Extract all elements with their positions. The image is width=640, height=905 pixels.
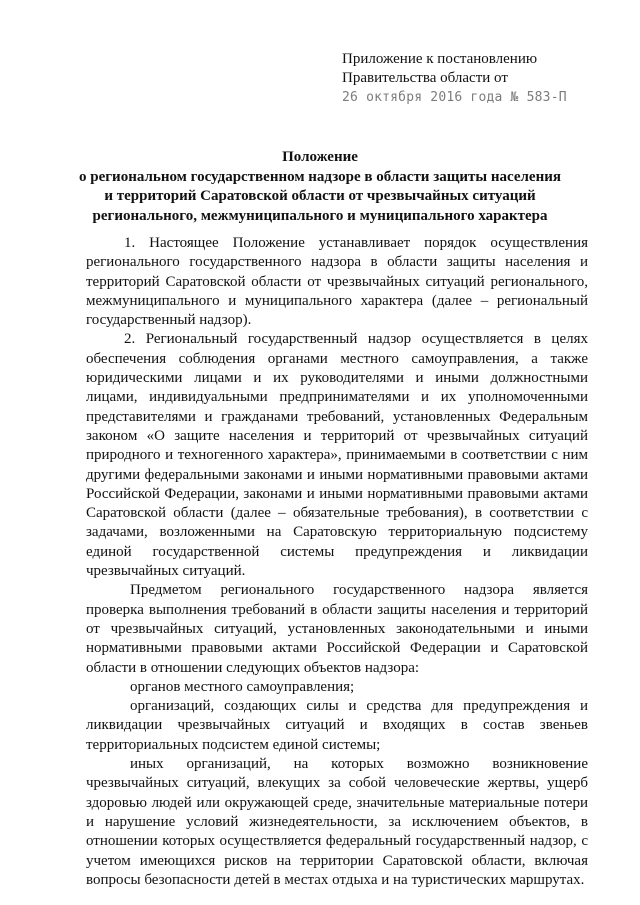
paragraph-1: 1. Настоящее Положение устанавливает порядок осуществления регионального государственного надзора в области защиты населения и территорий Саратовской области от чрезвычайных ситуаций регионального, межмуниципального и муниципального характера (далее – региональный государственный надзор). [86,235,588,329]
paragraph-subject: Предметом регионального государственного надзора является проверка выполнения требований в области защиты населения и территорий от чрезвычайных ситуаций, установленных законодательными и иными нормативными правовыми актами Российской Федерации и Саратовской области в отношении следующих объектов надзора: [86,582,588,676]
title-line-1: Положение [282,149,358,165]
date-number-stamp: 26 октября 2016 года № 583-П [342,90,567,105]
title-line-2: о региональном государственном надзоре в области защиты населения [79,168,561,185]
document-body [86,234,588,890]
list-item-organizations-forces: организаций, создающих силы и средства для предупреждения и ликвидации чрезвычайных ситуаций и входящих в состав звеньев территориальных подсистем единой системы; [86,698,588,753]
title-line-3: и территорий Саратовской области от чрезвычайных ситуаций [104,188,536,204]
list-item-local-government: органов местного самоуправления; [130,678,355,695]
list-item-other-organizations: иных организаций, на которых возможно возникновение чрезвычайных ситуаций, влекущих за собой человеческие жертвы, ущерб здоровью людей или окружающей среде, значительные материальные потери и нарушение условий жизнедеятельности, за исключением объектов, в отношении которых осуществляется федеральный государственный надзор, с учетом имеющихся рисков на территории Саратовской области, включая вопросы безопасности детей в местах отдыха и на туристических маршрутах. [86,756,588,888]
document-title [76,148,564,226]
title-line-4: регионального, межмуниципального и муниципального характера [92,207,548,224]
header-line-2: Правительства области от [342,70,508,86]
paragraph-2: 2. Региональный государственный надзор осуществляется в целях обеспечения соблюдения органами местного самоуправления, а также юридическими лицами и их руководителями и иными должностными лицами, индивидуальными предпринимателями и их уполномоченными представителями и гражданами требований, установленных Федеральным законом «О защите населения и территорий от чрезвычайных ситуаций природного и техногенного характера», принимаемыми в соответствии с ним другими федеральными законами и иными нормативными правовыми актами Российской Федерации, законами и иными нормативными правовыми актами Саратовской области (далее – обязательные требования), в соответствии с задачами, возложенными на Саратовскую территориальную подсистему единой государственной системы предупреждения и ликвидации чрезвычайных ситуаций. [86,331,588,580]
header-line-1: Приложение к постановлению [342,51,538,67]
appendix-header [342,50,612,107]
